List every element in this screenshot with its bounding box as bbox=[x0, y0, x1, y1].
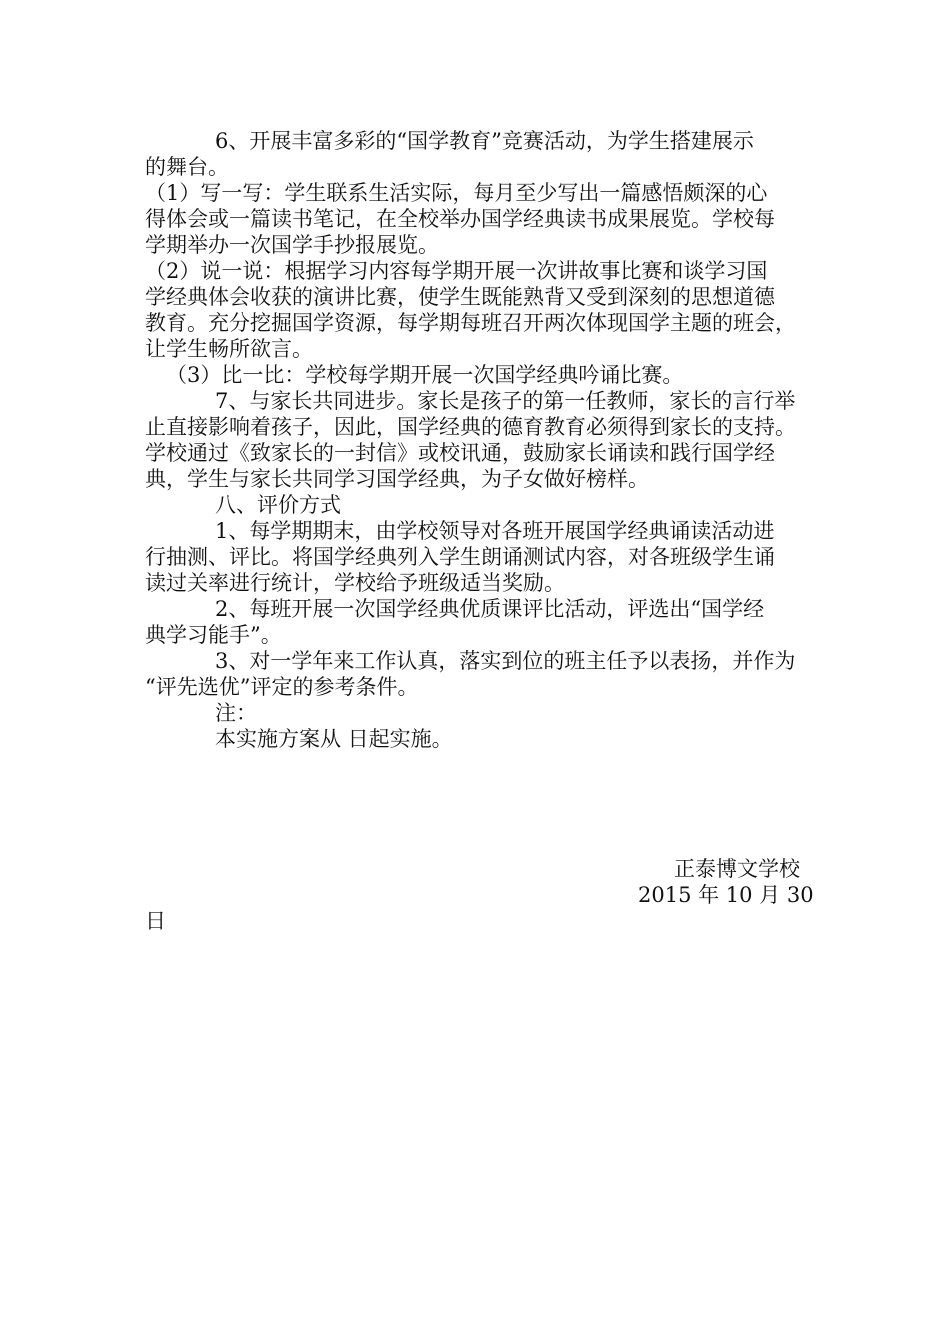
item-2-line-2: 学经典体会收获的演讲比赛，使学生既能熟背又受到深刻的思想道德 bbox=[145, 285, 775, 309]
para-7-line-1: 7、与家长共同进步。家长是孩子的第一任教师，家长的言行举 bbox=[215, 389, 796, 413]
section-8-heading: 八、评价方式 bbox=[215, 493, 341, 517]
item-1-line-1: （1）写一写：学生联系生活实际，每月至少写出一篇感悟颇深的心 bbox=[145, 181, 768, 205]
signature-school: 正泰博文学校 bbox=[674, 857, 800, 881]
eval-2-line-2: 典学习能手”。 bbox=[145, 623, 282, 647]
para-7-line-4: 典，学生与家长共同学习国学经典，为子女做好榜样。 bbox=[145, 467, 649, 491]
para-6-line-1: 6、开展丰富多彩的“国学教育”竞赛活动，为学生搭建展示 bbox=[215, 129, 754, 153]
item-2-line-1: （2）说一说：根据学习内容每学期开展一次讲故事比赛和谈学习国 bbox=[145, 259, 768, 283]
item-1-line-2: 得体会或一篇读书笔记，在全校举办国学经典读书成果展览。学校每 bbox=[145, 207, 775, 231]
signature-date-wrap: 日 bbox=[145, 909, 166, 933]
note-label: 注： bbox=[215, 701, 257, 725]
eval-2-line-1: 2、每班开展一次国学经典优质课评比活动，评选出“国学经 bbox=[215, 597, 765, 621]
eval-1-line-1: 1、每学期期末，由学校领导对各班开展国学经典诵读活动进 bbox=[215, 519, 775, 543]
para-7-line-3: 学校通过《致家长的一封信》或校讯通，鼓励家长诵读和践行国学经 bbox=[145, 441, 775, 465]
para-7-line-2: 止直接影响着孩子，因此，国学经典的德育教育必须得到家长的支持。 bbox=[145, 415, 796, 439]
eval-3-line-2: “评先选优”评定的参考条件。 bbox=[145, 675, 419, 699]
eval-1-line-2: 行抽测、评比。将国学经典列入学生朗诵测试内容，对各班级学生诵 bbox=[145, 545, 775, 569]
item-2-line-4: 让学生畅所欲言。 bbox=[145, 337, 313, 361]
item-1-line-3: 学期举办一次国学手抄报展览。 bbox=[145, 233, 439, 257]
eval-1-line-3: 读过关率进行统计，学校给予班级适当奖励。 bbox=[145, 571, 565, 595]
item-2-line-3: 教育。充分挖掘国学资源，每学期每班召开两次体现国学主题的班会， bbox=[145, 311, 796, 335]
para-6-line-2: 的舞台。 bbox=[145, 155, 229, 179]
signature-date: 2015 年 10 月 30 bbox=[638, 883, 814, 907]
eval-3-line-1: 3、对一学年来工作认真，落实到位的班主任予以表扬，并作为 bbox=[215, 649, 796, 673]
item-3-line-1: （3）比一比：学校每学期开展一次国学经典吟诵比赛。 bbox=[166, 363, 684, 387]
note-text: 本实施方案从 日起实施。 bbox=[215, 727, 453, 751]
